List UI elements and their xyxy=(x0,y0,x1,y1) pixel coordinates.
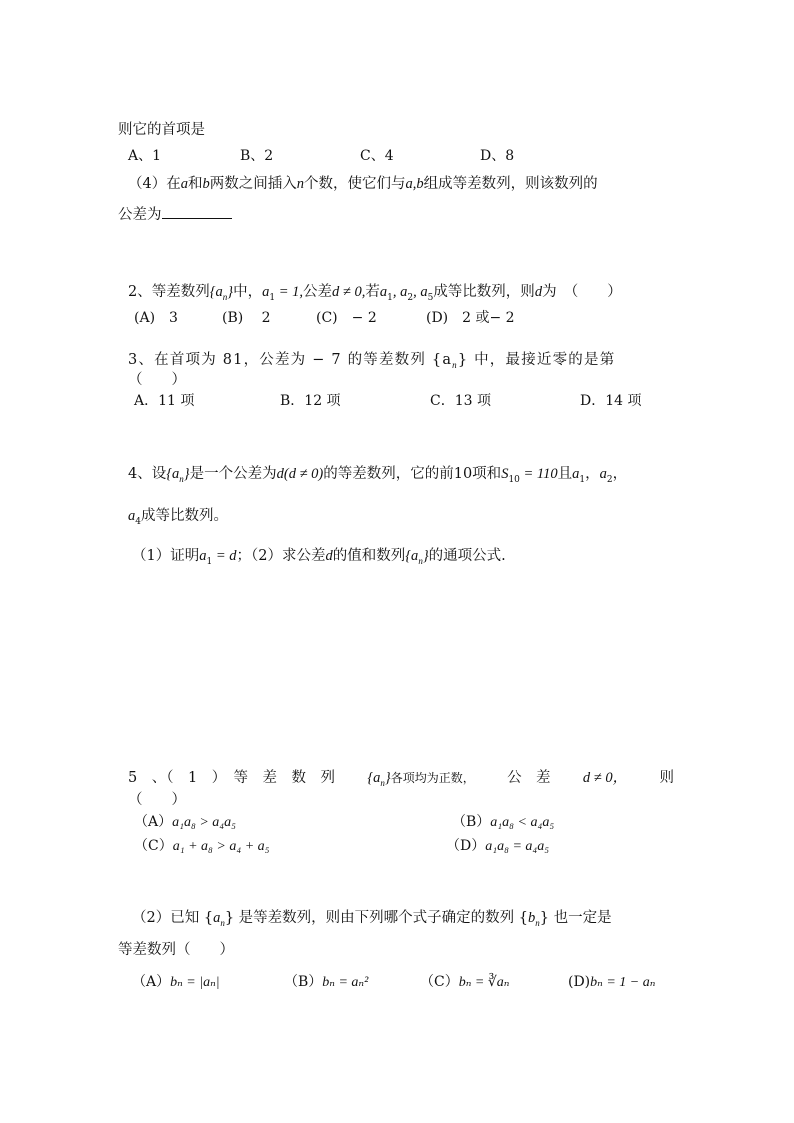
q4-sub-line1: （4）在a和b两数之间插入n个数，使它们与a,b组成等差数列，则该数列的 xyxy=(128,176,598,192)
q3-paren: （ ） xyxy=(128,372,186,388)
q5-2-option-b: （B）bₙ = aₙ² xyxy=(284,974,369,990)
q5-1-paren: （ ） xyxy=(128,792,186,808)
q4-stem-line1: 4、设$\{a_n\}$是一个公差为d(d ≠ 0)的等差数列，它的前10项和$S_{10} = 110$且$a_1$，$a_2$， xyxy=(128,466,628,485)
q3-stem: 3、在首项为 81，公差为 − 7 的等差数列 $\{a_n\}$ 中，最接近零的是第 xyxy=(128,352,616,370)
q2-option-c: (C) − 2 xyxy=(316,310,377,326)
q-prev-option-b: B、2 xyxy=(240,148,274,164)
q5-2-stem-line1: （2）已知 $\{a_n\}$ 是等差数列，则由下列哪个式子确定的数列 $\{b_n\}$ 也一定是 xyxy=(132,910,612,928)
q-prev-option-c: C、4 xyxy=(360,148,394,164)
q2-option-d: (D) 2 或− 2 xyxy=(426,310,515,326)
q2-option-b: (B) 2 xyxy=(222,310,271,326)
q-prev-stem: 则它的首项是 xyxy=(118,122,205,138)
q-prev-option-d: D、8 xyxy=(480,148,515,164)
q5-1-stem: 5 、（ 1 ） 等 差 数 列 $\{a_n\}$各项均为正数， 公 差 d ≠ 0， 则 xyxy=(128,770,674,788)
q4-sub-line2: 公差为 xyxy=(118,204,232,225)
q5-1-option-c: （C）a₁ + a₈ > a₄ + a₅ xyxy=(134,838,270,854)
q3-option-a: A．11 项 xyxy=(134,393,195,409)
answer-blank[interactable] xyxy=(162,204,232,219)
q5-1-option-d: （D）a₁a₈ = a₄a₅ xyxy=(446,838,550,854)
q5-2-option-c: （C）bₙ = ∛aₙ xyxy=(420,974,510,990)
q2-stem: 2、等差数列$\{a_n\}$中，$a_1 = 1$,公差d ≠ 0,若$a_1$, $a_2$, $a_5$成等比数列，则d为 （ ） xyxy=(128,284,622,303)
q5-2-option-a: （A）bₙ = |aₙ| xyxy=(132,974,220,990)
q3-option-d: D．14 项 xyxy=(580,393,642,409)
q4-parts: （1）证明$a_1 = d$；（2）求公差d的值和数列$\{a_n\}$的通项公式. xyxy=(132,548,506,567)
q3-option-c: C．13 项 xyxy=(430,393,491,409)
q5-1-option-b: （B）a₁a₈ < a₄a₅ xyxy=(452,814,555,830)
q-prev-option-a: A、1 xyxy=(128,148,162,164)
q3-option-b: B．12 项 xyxy=(280,393,341,409)
q2-option-a: (A) 3 xyxy=(134,310,178,326)
q5-2-stem-line2: 等差数列（ ） xyxy=(118,942,234,958)
q5-2-option-d: (D)bₙ = 1 − aₙ xyxy=(568,974,656,990)
q5-1-option-a: （A）a₁a₈ > a₄a₅ xyxy=(134,814,237,830)
q4-stem-line2: $a_4$成等比数列。 xyxy=(128,508,228,527)
